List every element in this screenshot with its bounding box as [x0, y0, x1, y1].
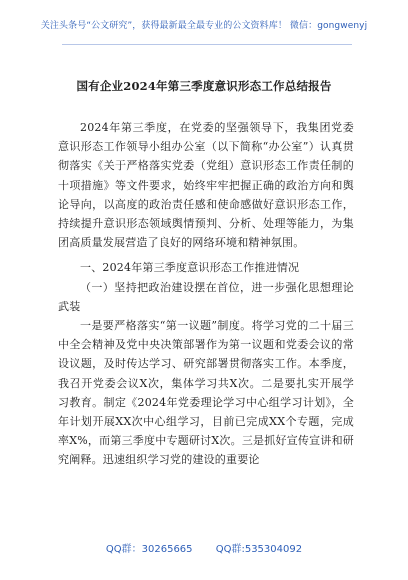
- intro-paragraph: 2024年第三季度，在党委的坚强领导下，我集团党委意识形态工作领导小组办公室（以下简称“办公室”）认真贯彻落实《关于严格落实党委（党组）意识形态工作责任制的十项措施》等文件要求，始终牢牢把握正确的政治方向和舆论导向，以高度的政治责任感和使命感做好意识形态工作，持续提升意识形态领域舆情预判、分析、处理等能力，为集团高质量发展营造了良好的网络环境和精神氛围。: [58, 121, 354, 250]
- header-banner: 关注头条号“公文研究”，获得最新最全最专业的公文资料库！ 微信：gongwenyj: [40, 21, 368, 31]
- subsection-heading: （一）坚持把政治建设摆在首位，进一步强化思想理论武装: [58, 280, 354, 313]
- document-body: [58, 118, 354, 470]
- section-heading: 一、2024年第三季度意识形态工作推进情况: [80, 261, 300, 275]
- qq-group-2: QQ群:535304092: [215, 544, 303, 555]
- body-paragraph: 一是要严格落实“第一议题”制度。将学习党的二十届三中全会精神及党中央决策部署作为第一议题和党委会议的常设议题，及时传达学习、研究部署贯彻落实工作。本季度，我召开党委会议X次，集体学习共X次。二是要扎实开展学习教育。制定《2024年党委理论学习中心组学习计划》，全年计划开展XX次中心组学习，目前已完成XX个专题，完成率X%，而第三季度中专题研讨X次。三是抓好宣传宣讲和研究阐释。迅速组织学习党的建设的重要论: [58, 319, 354, 467]
- footer: [0, 540, 408, 555]
- qq-group-1: QQ群：30265665: [105, 544, 193, 555]
- document-title: 国有企业2024年第三季度意识形态工作总结报告: [76, 79, 332, 93]
- header-divider: [62, 44, 352, 45]
